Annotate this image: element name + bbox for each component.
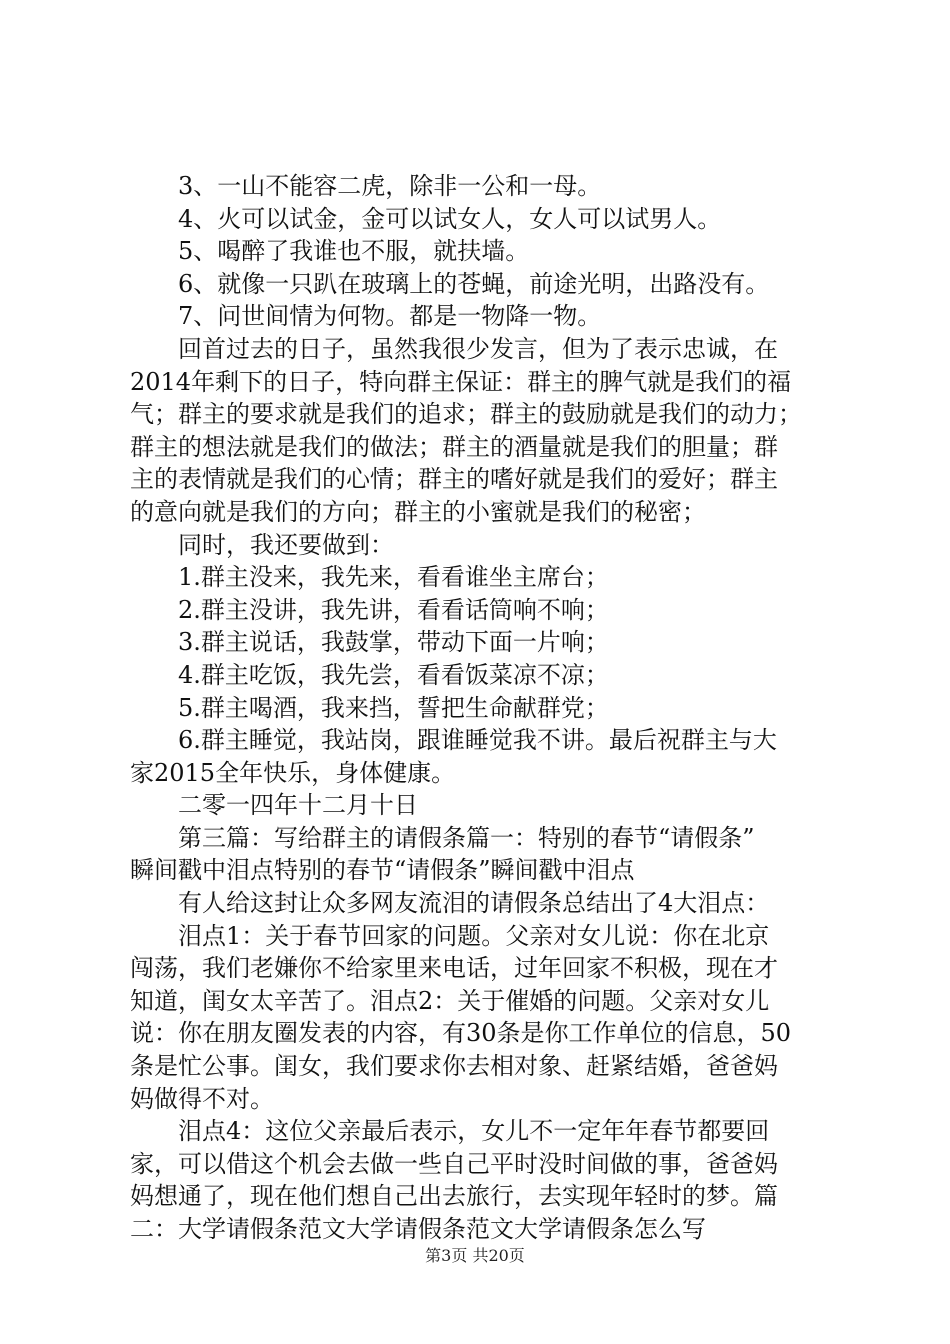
text-line: 6、就像一只趴在玻璃上的苍蝇，前途光明，出路没有。	[178, 269, 770, 298]
text-line: 二零一四年十二月十日	[178, 791, 418, 820]
text-line: 妈想通了，现在他们想自己出去旅行，去实现年轻时的梦。篇	[130, 1182, 778, 1211]
text-line: 有人给这封让众多网友流泪的请假条总结出了4大泪点：	[178, 889, 770, 918]
text-line: 1.群主没来，我先来，看看谁坐主席台；	[178, 563, 609, 592]
text-line: 的意向就是我们的方向；群主的小蜜就是我们的秘密；	[130, 497, 706, 526]
text-line: 同时，我还要做到：	[178, 530, 394, 559]
text-line: 泪点1：关于春节回家的问题。父亲对女儿说：你在北京	[178, 921, 770, 950]
text-line: 7、问世间情为何物。都是一物降一物。	[178, 302, 602, 331]
text-line: 闯荡，我们老嫌你不给家里来电话，过年回家不积极，现在才	[130, 954, 778, 983]
text-line: 妈做得不对。	[130, 1084, 274, 1113]
text-line: 4、火可以试金，金可以试女人，女人可以试男人。	[178, 204, 722, 233]
text-line: 群主的想法就是我们的做法；群主的酒量就是我们的胆量；群	[130, 432, 778, 461]
text-line: 主的表情就是我们的心情；群主的嗜好就是我们的爱好；群主	[130, 465, 778, 494]
text-line: 5、喝醉了我谁也不服，就扶墙。	[178, 237, 530, 266]
text-line: 二：大学请假条范文大学请假条范文大学请假条怎么写	[130, 1215, 706, 1243]
text-line: 回首过去的日子，虽然我很少发言，但为了表示忠诚，在	[178, 334, 778, 363]
text-line: 泪点4：这位父亲最后表示，女儿不一定年年春节都要回	[178, 1117, 770, 1146]
text-line: 家2015全年快乐，身体健康。	[130, 758, 456, 787]
text-line: 2014年剩下的日子，特向群主保证：群主的脾气就是我们的福	[130, 367, 792, 396]
text-line: 2.群主没讲，我先讲，看看话筒响不响；	[178, 595, 609, 624]
text-line: 说：你在朋友圈发表的内容，有30条是你工作单位的信息，50	[130, 1019, 792, 1048]
document-body	[130, 170, 835, 1246]
text-line: 3.群主说话，我鼓掌，带动下面一片响；	[178, 628, 609, 657]
text-line: 6.群主睡觉，我站岗，跟谁睡觉我不讲。最后祝群主与大	[178, 726, 777, 755]
text-line: 3、一山不能容二虎，除非一公和一母。	[178, 172, 602, 200]
text-line: 条是忙公事。闺女，我们要求你去相对象、赶紧结婚，爸爸妈	[130, 1052, 778, 1081]
page-footer: 第3页 共20页	[425, 1246, 525, 1265]
text-line: 第三篇：写给群主的请假条篇一：特别的春节“请假条”	[178, 823, 755, 852]
text-line: 家，可以借这个机会去做一些自己平时没时间做的事，爸爸妈	[130, 1149, 778, 1178]
text-line: 瞬间戳中泪点特别的春节“请假条”瞬间戳中泪点	[130, 856, 635, 885]
text-line: 5.群主喝酒，我来挡，誓把生命献群党；	[178, 693, 609, 722]
text-line: 气；群主的要求就是我们的追求；群主的鼓励就是我们的动力；	[130, 400, 802, 429]
text-line: 4.群主吃饭，我先尝，看看饭菜凉不凉；	[178, 660, 609, 689]
text-line: 知道，闺女太辛苦了。泪点2：关于催婚的问题。父亲对女儿	[130, 986, 770, 1015]
